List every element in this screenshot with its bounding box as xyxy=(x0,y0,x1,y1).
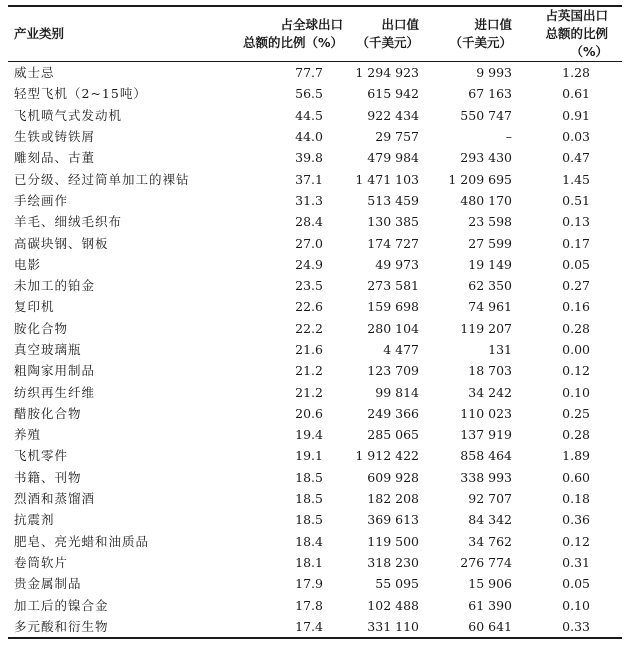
cell-category: 轻型飞机（2~15吨） xyxy=(14,86,147,102)
cell-export-value: 119 500 xyxy=(367,533,419,549)
cell-global-share: 17.4 xyxy=(295,618,323,634)
cell-export-value: 273 581 xyxy=(367,278,419,294)
cell-category: 抗震剂 xyxy=(14,512,55,528)
cell-category: 烈酒和蒸馏酒 xyxy=(14,491,96,507)
cell-global-share: 24.9 xyxy=(295,256,323,272)
cell-global-share: 21.6 xyxy=(295,342,323,357)
cell-category: 高碳块钢、钢板 xyxy=(14,235,109,251)
table-row xyxy=(8,275,622,296)
cell-uk-share: 0.12 xyxy=(562,363,590,379)
cell-global-share: 21.2 xyxy=(295,384,323,400)
cell-category: 卷筒软片 xyxy=(14,554,69,570)
cell-category: 加工后的镍合金 xyxy=(14,597,109,613)
table-row xyxy=(8,531,622,552)
cell-export-value: 285 065 xyxy=(367,427,419,443)
cell-category: 已分级、经过简单加工的裸钻 xyxy=(14,171,190,187)
cell-import-value: 67 163 xyxy=(468,86,512,102)
cell-uk-share: 0.10 xyxy=(562,597,590,613)
table-row xyxy=(8,232,622,253)
cell-uk-share: 0.13 xyxy=(562,214,590,230)
table-row xyxy=(8,488,622,509)
cell-global-share: 22.6 xyxy=(295,299,323,315)
table-row xyxy=(8,467,622,488)
cell-uk-share: 0.28 xyxy=(562,320,590,336)
cell-global-share: 20.6 xyxy=(295,405,323,421)
table-row xyxy=(8,552,622,573)
cell-global-share: 18.4 xyxy=(295,533,323,549)
cell-export-value: 99 814 xyxy=(375,384,419,400)
cell-uk-share: 0.91 xyxy=(562,107,590,123)
table-row xyxy=(8,147,622,168)
cell-global-share: 77.7 xyxy=(295,65,323,81)
cell-export-value: 182 208 xyxy=(367,491,419,507)
cell-global-share: 37.1 xyxy=(295,171,323,187)
cell-global-share: 18.5 xyxy=(295,512,323,528)
cell-uk-share: 0.28 xyxy=(562,427,590,443)
cell-export-value: 102 488 xyxy=(367,597,419,613)
cell-import-value: 23 598 xyxy=(468,214,512,230)
cell-export-value: 318 230 xyxy=(367,554,419,570)
cell-import-value: 137 919 xyxy=(460,427,512,443)
cell-export-value: 922 434 xyxy=(367,107,419,123)
cell-category: 肥皂、亮光蜡和油质品 xyxy=(14,533,150,549)
cell-uk-share: 0.51 xyxy=(562,192,590,208)
table-row xyxy=(8,616,622,638)
cell-export-value: 130 385 xyxy=(367,214,419,230)
cell-category: 粗陶家用制品 xyxy=(14,363,96,379)
cell-export-value: 123 709 xyxy=(367,363,419,379)
cell-global-share: 56.5 xyxy=(295,86,323,102)
header-row xyxy=(8,6,622,62)
cell-import-value: 858 464 xyxy=(460,448,512,464)
cell-uk-share: 0.00 xyxy=(562,342,590,357)
cell-import-value: 1 209 695 xyxy=(448,171,512,187)
cell-import-value: 19 149 xyxy=(468,256,512,272)
table-row xyxy=(8,339,622,360)
table-row xyxy=(8,168,622,189)
cell-uk-share: 0.25 xyxy=(562,405,590,421)
cell-global-share: 18.1 xyxy=(295,554,323,570)
cell-export-value: 174 727 xyxy=(367,235,419,251)
table-row xyxy=(8,381,622,402)
cell-category: 未加工的铂金 xyxy=(14,278,96,294)
table-row xyxy=(8,594,622,615)
cell-export-value: 1 294 923 xyxy=(355,65,419,81)
cell-category: 手绘画作 xyxy=(14,192,69,208)
cell-global-share: 44.5 xyxy=(295,107,323,123)
header-category: 产业类别 xyxy=(14,26,65,41)
cell-global-share: 18.5 xyxy=(295,469,323,485)
cell-global-share: 44.0 xyxy=(295,129,323,145)
cell-uk-share: 1.89 xyxy=(562,448,590,464)
cell-category: 羊毛、细绒毛织布 xyxy=(14,214,123,230)
cell-global-share: 19.4 xyxy=(295,427,323,443)
cell-uk-share: 0.60 xyxy=(562,469,590,485)
table-row xyxy=(8,83,622,104)
table-row xyxy=(8,296,622,317)
cell-category: 雕刻品、古董 xyxy=(14,150,96,166)
header-global-share: 占全球出口 总额的比例（%） xyxy=(242,17,343,50)
cell-uk-share: 0.47 xyxy=(562,150,590,166)
uk-export-industries-table xyxy=(8,5,622,639)
table-row xyxy=(8,509,622,530)
cell-import-value: 276 774 xyxy=(460,554,512,570)
cell-uk-share: 0.12 xyxy=(562,533,590,549)
table-row xyxy=(8,126,622,147)
cell-uk-share: 0.17 xyxy=(562,235,590,251)
cell-export-value: 159 698 xyxy=(367,299,419,315)
table-row xyxy=(8,445,622,466)
cell-import-value: 9 993 xyxy=(476,65,512,81)
cell-import-value: 293 430 xyxy=(460,150,512,166)
cell-import-value: 338 993 xyxy=(460,469,512,485)
cell-import-value: 119 207 xyxy=(460,320,512,336)
cell-import-value: 34 762 xyxy=(468,533,512,549)
cell-import-value: 34 242 xyxy=(468,384,512,400)
table-row xyxy=(8,360,622,381)
cell-uk-share: 0.31 xyxy=(562,554,590,570)
cell-global-share: 18.5 xyxy=(295,491,323,507)
cell-category: 电影 xyxy=(14,256,42,272)
table-row xyxy=(8,254,622,275)
cell-export-value: 29 757 xyxy=(375,129,419,145)
cell-uk-share: 0.05 xyxy=(562,576,590,592)
table-row xyxy=(8,105,622,126)
cell-import-value: 480 170 xyxy=(460,192,512,208)
trade-table-container xyxy=(8,5,622,639)
cell-export-value: 479 984 xyxy=(367,150,419,166)
cell-category: 贵金属制品 xyxy=(14,576,82,592)
table-row xyxy=(8,190,622,211)
cell-export-value: 55 095 xyxy=(375,576,419,592)
cell-uk-share: 0.10 xyxy=(562,384,590,400)
cell-category: 复印机 xyxy=(14,299,55,315)
cell-import-value: 92 707 xyxy=(468,491,512,507)
cell-global-share: 19.1 xyxy=(295,448,323,464)
cell-global-share: 28.4 xyxy=(295,214,323,230)
table-row xyxy=(8,318,622,339)
cell-global-share: 17.9 xyxy=(295,576,323,592)
cell-category: 飞机零件 xyxy=(14,448,69,464)
cell-export-value: 1 912 422 xyxy=(355,448,419,464)
cell-category: 胺化合物 xyxy=(14,320,69,336)
cell-import-value: 62 350 xyxy=(468,278,512,294)
cell-uk-share: 0.03 xyxy=(562,129,590,145)
cell-export-value: 249 366 xyxy=(367,405,419,421)
cell-uk-share: 0.18 xyxy=(562,491,590,507)
cell-global-share: 22.2 xyxy=(295,320,323,336)
cell-category: 威士忌 xyxy=(14,65,55,81)
cell-export-value: 609 928 xyxy=(367,469,419,485)
table-row xyxy=(8,403,622,424)
cell-export-value: 369 613 xyxy=(367,512,419,528)
cell-uk-share: 0.16 xyxy=(562,299,590,315)
table-header xyxy=(8,6,622,62)
cell-uk-share: 0.61 xyxy=(562,86,590,102)
cell-import-value: 18 703 xyxy=(468,363,512,379)
cell-category: 飞机喷气式发动机 xyxy=(14,107,123,123)
cell-global-share: 23.5 xyxy=(295,278,323,294)
cell-import-value: – xyxy=(505,129,512,145)
cell-category: 养殖 xyxy=(14,427,42,443)
cell-uk-share: 1.28 xyxy=(562,65,590,81)
cell-category: 生铁或铸铁屑 xyxy=(14,129,96,145)
table-body xyxy=(8,62,622,639)
header-import-value: 进口值 （千美元） xyxy=(449,17,512,50)
table-row xyxy=(8,573,622,594)
cell-category: 醋胺化合物 xyxy=(14,405,82,421)
cell-import-value: 60 641 xyxy=(468,618,512,634)
table-row xyxy=(8,211,622,232)
cell-import-value: 61 390 xyxy=(468,597,512,613)
cell-import-value: 550 747 xyxy=(460,107,512,123)
cell-import-value: 27 599 xyxy=(468,235,512,251)
cell-global-share: 21.2 xyxy=(295,363,323,379)
table-row xyxy=(8,62,622,84)
cell-uk-share: 0.36 xyxy=(562,512,590,528)
cell-category: 书籍、刊物 xyxy=(14,469,82,485)
cell-global-share: 39.8 xyxy=(295,150,323,166)
cell-import-value: 110 023 xyxy=(460,405,512,421)
header-uk-share: 占英国出口 总额的比例（%） xyxy=(545,8,608,59)
cell-export-value: 615 942 xyxy=(367,86,419,102)
cell-import-value: 84 342 xyxy=(468,512,512,528)
header-export-value: 出口值 （千美元） xyxy=(356,17,419,50)
cell-import-value: 131 xyxy=(488,342,512,357)
cell-export-value: 513 459 xyxy=(367,192,419,208)
cell-category: 真空玻璃瓶 xyxy=(14,342,82,357)
cell-global-share: 17.8 xyxy=(295,597,323,613)
cell-global-share: 27.0 xyxy=(295,235,323,251)
cell-import-value: 74 961 xyxy=(468,299,512,315)
cell-export-value: 4 477 xyxy=(383,342,419,357)
cell-export-value: 331 110 xyxy=(367,618,419,634)
cell-import-value: 15 906 xyxy=(468,576,512,592)
cell-export-value: 1 471 103 xyxy=(355,171,419,187)
cell-export-value: 280 104 xyxy=(367,320,419,336)
cell-uk-share: 0.27 xyxy=(562,278,590,294)
cell-category: 纺织再生纤维 xyxy=(14,384,96,400)
table-row xyxy=(8,424,622,445)
cell-category: 多元酸和衍生物 xyxy=(14,618,109,634)
cell-export-value: 49 973 xyxy=(375,256,419,272)
cell-global-share: 31.3 xyxy=(295,192,323,208)
cell-uk-share: 0.33 xyxy=(562,618,590,634)
cell-uk-share: 0.05 xyxy=(562,256,590,272)
cell-uk-share: 1.45 xyxy=(562,171,590,187)
